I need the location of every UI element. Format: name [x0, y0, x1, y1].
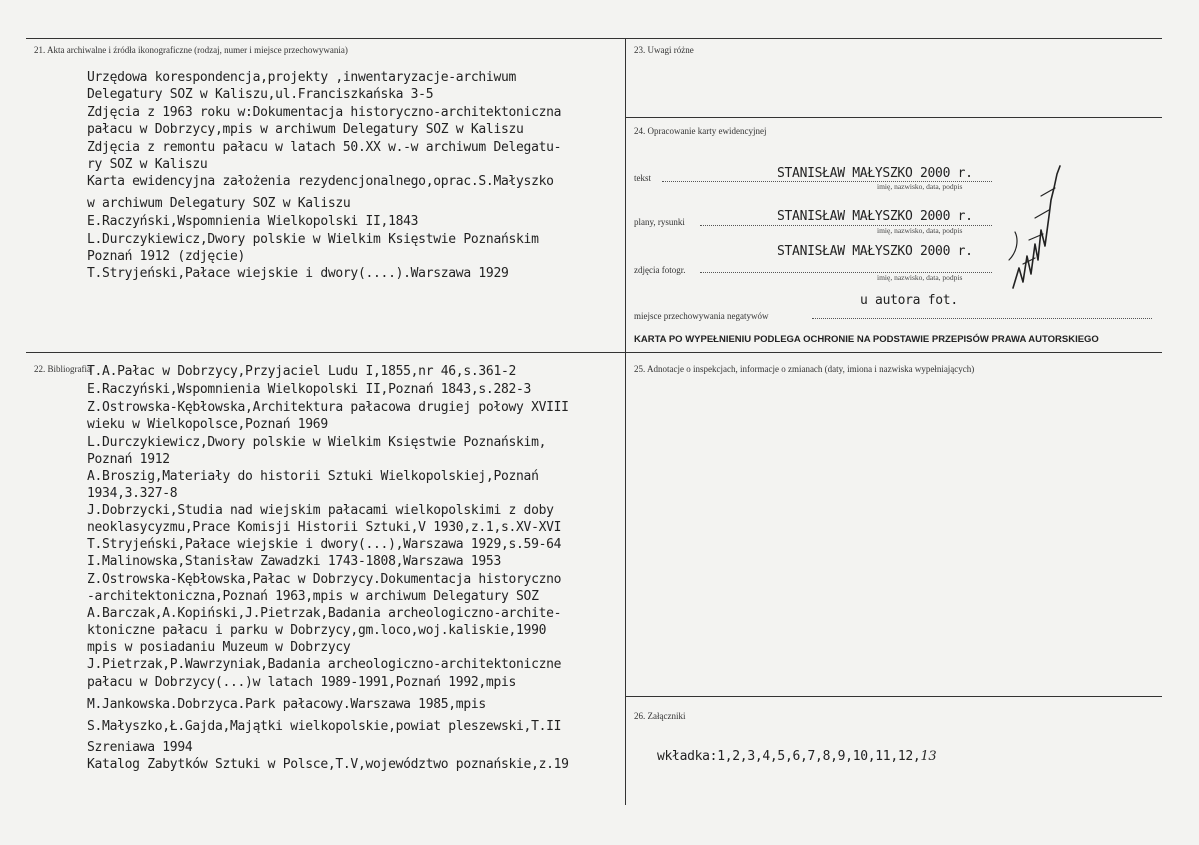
bibliography-line-5: L.Durczykiewicz,Dwory polskie w Wielkim Księstwie Poznańskim, — [87, 435, 547, 450]
bibliography-line-22: Szreniawa 1994 — [87, 740, 193, 755]
archive-line-3: Zdjęcia z 1963 roku w:Dokumentacja historyczno-architektoniczna — [87, 105, 562, 120]
section-22-header: 22. Bibliografia — [34, 364, 91, 374]
tekst-caption: imię, nazwisko, data, podpis — [877, 182, 963, 191]
copyright-note: KARTA PO WYPEŁNIENIU PODLEGA OCHRONIE NA PODSTAWIE PRZEPISÓW PRAWA AUTORSKIEGO — [634, 334, 1099, 345]
bibliography-line-14: -architektoniczna,Poznań 1963,mpis w archiwum Delegatury SOZ — [87, 589, 539, 604]
bibliography-line-17: mpis w posiadaniu Muzeum w Dobrzycy — [87, 640, 351, 655]
right-divider-25-26 — [625, 696, 1162, 697]
left-section-divider — [26, 352, 626, 353]
zdjecia-value: STANISŁAW MAŁYSZKO 2000 r. — [777, 244, 973, 259]
right-divider-24-25 — [625, 352, 1162, 353]
tekst-label: tekst — [634, 173, 651, 183]
archive-line-12: T.Stryjeński,Pałace wiejskie i dwory(....).Warszawa 1929 — [87, 266, 509, 281]
bibliography-line-10: neoklasycyzmu,Prace Komisji Historii Sztuki,V 1930,z.1,s.XV-XVI — [87, 520, 562, 535]
bibliography-line-11: T.Stryjeński,Pałace wiejskie i dwory(...),Warszawa 1929,s.59-64 — [87, 537, 562, 552]
bibliography-line-12: I.Malinowska,Stanisław Zawadzki 1743-1808,Warszawa 1953 — [87, 554, 501, 569]
bibliography-line-2: E.Raczyński,Wspomnienia Wielkopolski II,Poznań 1843,s.282-3 — [87, 382, 532, 397]
archive-line-5: Zdjęcia z remontu pałacu w latach 50.XX w.-w archiwum Delegatu- — [87, 140, 562, 155]
bibliography-line-1: T.A.Pałac w Dobrzycy,Przyjaciel Ludu I,1855,nr 46,s.361-2 — [87, 364, 517, 379]
bibliography-line-19: pałacu w Dobrzycy(...)w latach 1989-1991,Poznań 1992,mpis — [87, 675, 517, 690]
bibliography-line-8: 1934,3.327-8 — [87, 486, 178, 501]
archive-line-1: Urzędowa korespondencja,projekty ,inwentaryzacje-archiwum — [87, 70, 517, 85]
section-25-header: 25. Adnotacje o inspekcjach, informacje o zmianach (daty, imiona i nazwiska wypełniających) — [634, 364, 975, 374]
bibliography-line-6: Poznań 1912 — [87, 452, 170, 467]
wkladka-printed: wkładka:1,2,3,4,5,6,7,8,9,10,11,12, — [657, 749, 921, 764]
negatywy-dotted-line — [812, 318, 1152, 319]
archive-line-7: Karta ewidencyjna założenia rezydencjonalnego,oprac.S.Małyszko — [87, 174, 554, 189]
zdjecia-label: zdjęcia fotogr. — [634, 265, 686, 275]
bibliography-line-18: J.Pietrzak,P.Wawrzyniak,Badania archeologiczno-architektoniczne — [87, 657, 562, 672]
bibliography-line-15: A.Barczak,A.Kopiński,J.Pietrzak,Badania archeologiczno-archite- — [87, 606, 562, 621]
bibliography-line-13: Z.Ostrowska-Kębłowska,Pałac w Dobrzycy.Dokumentacja historyczno — [87, 572, 562, 587]
archive-line-10: L.Durczykiewicz,Dwory polskie w Wielkim Księstwie Poznańskim — [87, 232, 539, 247]
archive-line-11: Poznań 1912 (zdjęcie) — [87, 249, 246, 264]
bibliography-line-4: wieku w Wielkopolsce,Poznań 1969 — [87, 417, 328, 432]
section-21-header: 21. Akta archiwalne i źródła ikonograficzne (rodzaj, numer i miejsce przechowywania) — [34, 45, 348, 55]
handwritten-signature — [1005, 160, 1065, 300]
bibliography-line-20: M.Jankowska.Dobrzyca.Park pałacowy.Warszawa 1985,mpis — [87, 697, 486, 712]
bibliography-line-23: Katalog Zabytków Sztuki w Polsce,T.V,województwo poznańskie,z.19 — [87, 757, 569, 772]
bibliography-line-16: ktoniczne pałacu i parku w Dobrzycy,gm.loco,woj.kaliskie,1990 — [87, 623, 547, 638]
bibliography-line-21: S.Małyszko,Ł.Gajda,Majątki wielkopolskie,powiat pleszewski,T.II — [87, 719, 562, 734]
section-23-header: 23. Uwagi różne — [634, 45, 694, 55]
bibliography-line-7: A.Broszig,Materiały do historii Sztuki Wielkopolskiej,Poznań — [87, 469, 539, 484]
archive-line-8: w archiwum Delegatury SOZ w Kaliszu — [87, 196, 351, 211]
archive-line-4: pałacu w Dobrzycy,mpis w archiwum Delegatury SOZ w Kaliszu — [87, 122, 524, 137]
tekst-value: STANISŁAW MAŁYSZKO 2000 r. — [777, 166, 973, 181]
archive-line-6: ry SOZ w Kaliszu — [87, 157, 208, 172]
top-rule — [26, 38, 1162, 39]
right-divider-23-24 — [625, 117, 1162, 118]
archive-line-2: Delegatury SOZ w Kaliszu,ul.Franciszkańska 3-5 — [87, 87, 434, 102]
plany-caption: imię, nazwisko, data, podpis — [877, 226, 963, 235]
negatywy-label: miejsce przechowywania negatywów — [634, 311, 769, 321]
plany-label: plany, rysunki — [634, 217, 685, 227]
negatywy-value: u autora fot. — [860, 293, 958, 308]
plany-value: STANISŁAW MAŁYSZKO 2000 r. — [777, 209, 973, 224]
zdjecia-caption: imię, nazwisko, data, podpis — [877, 273, 963, 282]
wkladka-handwritten-number: 13 — [920, 749, 937, 764]
bibliography-line-3: Z.Ostrowska-Kębłowska,Architektura pałacowa drugiej połowy XVIII — [87, 400, 569, 415]
center-divider — [625, 38, 626, 805]
archive-line-9: E.Raczyński,Wspomnienia Wielkopolski II,1843 — [87, 214, 419, 229]
section-24-header: 24. Opracowanie karty ewidencyjnej — [634, 126, 767, 136]
wkladka-value — [657, 749, 936, 764]
section-26-header: 26. Załączniki — [634, 711, 686, 721]
bibliography-line-9: J.Dobrzycki,Studia nad wiejskim pałacami wielkopolskimi z doby — [87, 503, 554, 518]
